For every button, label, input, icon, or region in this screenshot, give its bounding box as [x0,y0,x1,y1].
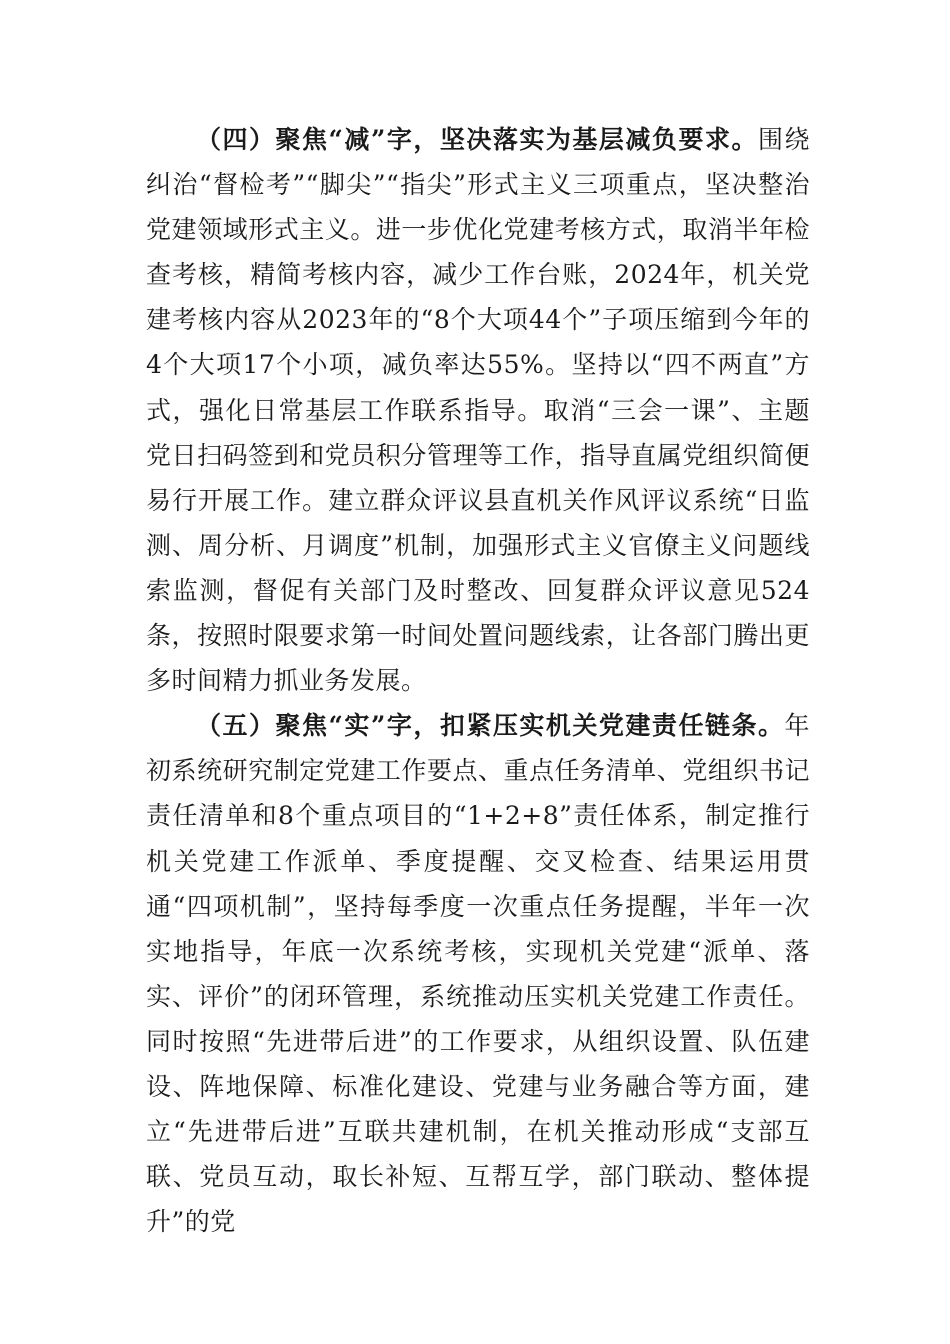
document-body [146,117,810,1244]
section-four-paragraph [146,117,810,703]
section-four-body: 围绕纠治“督检考”“脚尖”“指尖”形式主义三项重点，坚决整治党建领域形式主义。进一步优化党建考核方式，取消半年检查考核，精简考核内容，减少工作台账，2024年，机关党建考核内容从2023年的“8个大项44个”子项压缩到今年的4个大项17个小项，减负率达55%。坚持以“四不两直”方式，强化日常基层工作联系指导。取消“三会一课”、主题党日扫码签到和党员积分管理等工作，指导直属党组织简便易行开展工作。建立群众评议县直机关作风评议系统“日监测、周分析、月调度”机制，加强形式主义官僚主义问题线索监测，督促有关部门及时整改、回复群众评议意见524条，按照时限要求第一时间处置问题线索，让各部门腾出更多时间精力抓业务发展。 [146,125,810,696]
section-four-heading: （四）聚焦“减”字，坚决落实为基层减负要求。 [196,125,758,154]
section-five-paragraph [146,703,810,1244]
section-five-body: 年初系统研究制定党建工作要点、重点任务清单、党组织书记责任清单和8个重点项目的“1+2+8”责任体系，制定推行机关党建工作派单、季度提醒、交叉检查、结果运用贯通“四项机制”，坚持每季度一次重点任务提醒，半年一次实地指导，年底一次系统考核，实现机关党建“派单、落实、评价”的闭环管理，系统推动压实机关党建工作责任。同时按照“先进带后进”的工作要求，从组织设置、队伍建设、阵地保障、标准化建设、党建与业务融合等方面，建立“先进带后进”互联共建机制，在机关推动形成“支部互联、党员互动，取长补短、互帮互学，部门联动、整体提升”的党 [146,711,810,1237]
section-five-heading: （五）聚焦“实”字，扣紧压实机关党建责任链条。 [196,711,785,741]
